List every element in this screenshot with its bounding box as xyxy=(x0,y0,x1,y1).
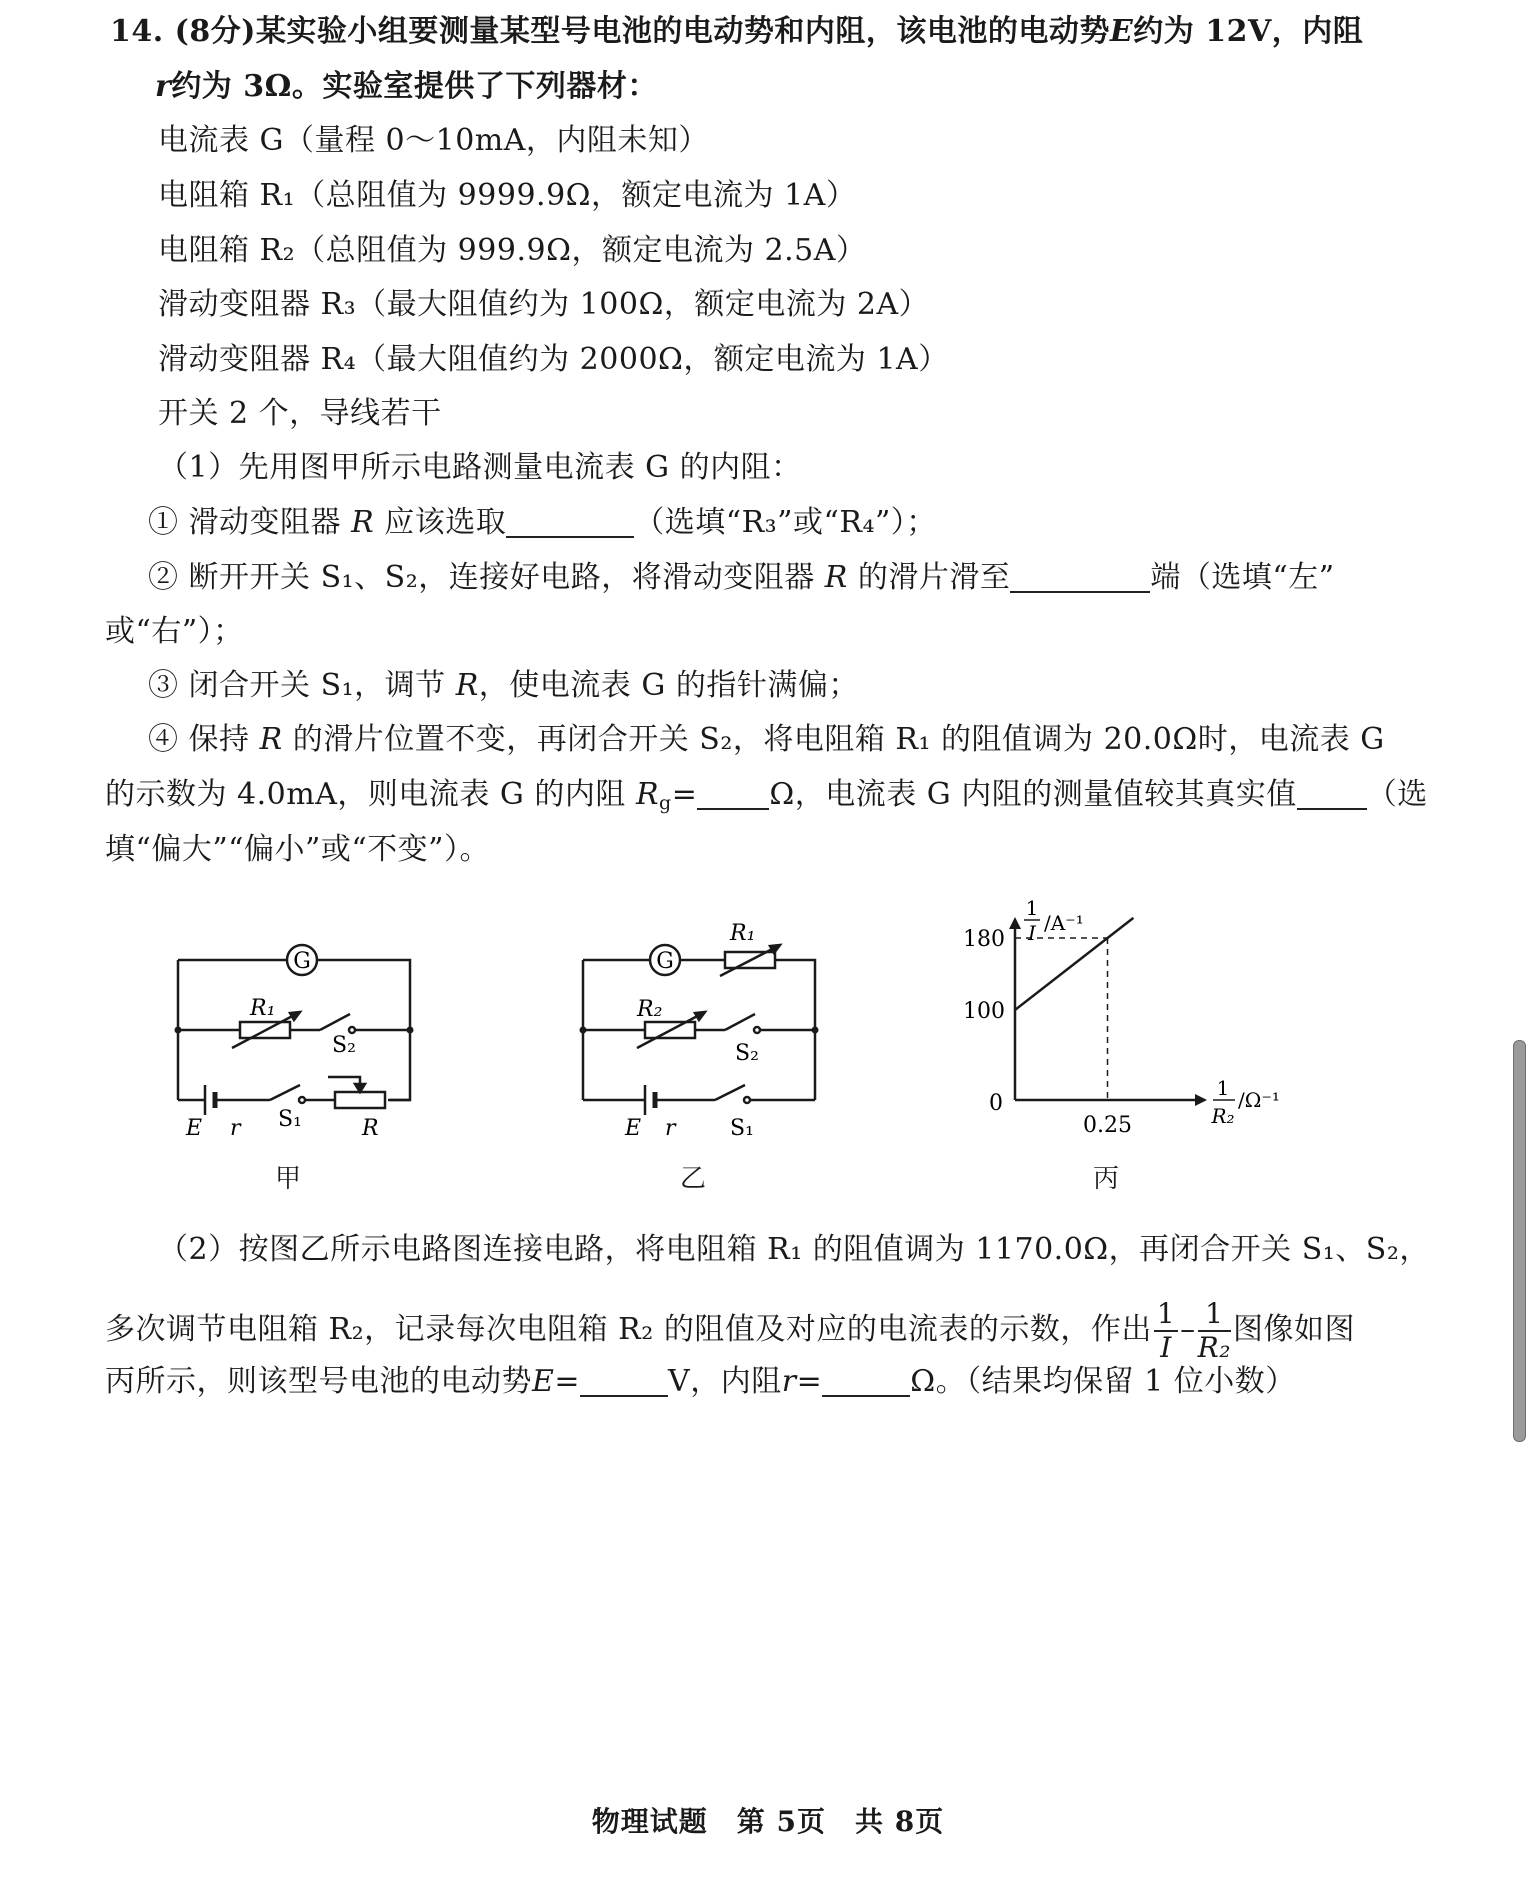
y-label-den: I xyxy=(1028,921,1036,945)
part1-step4: ④ 保持 R 的滑片位置不变，再闭合开关 S₂，将电阻箱 R₁ 的阻值调为 20.0Ω时，电流表 G xyxy=(148,722,1385,757)
page-footer: 物理试题 第 5页 共 8页 xyxy=(591,1805,945,1838)
circuit-figure-jia xyxy=(160,930,430,1150)
figure-caption-yi: 乙 xyxy=(680,1164,707,1194)
part2-line3: 丙所示，则该型号电池的电动势E= V，内阻r= Ω。（结果均保留 1 位小数） xyxy=(105,1364,1296,1399)
question-intro-text: 某实验小组要测量某型号电池的电动势和内阻，该电池的电动势 xyxy=(255,14,1110,49)
label-r: r xyxy=(230,1116,241,1141)
answer-blank[interactable] xyxy=(1010,561,1150,593)
part1-title: （1）先用图甲所示电路测量电流表 G 的内阻： xyxy=(158,450,802,485)
equipment-item: 电流表 G（量程 0～10mA，内阻未知） xyxy=(158,123,709,158)
part2-line1: （2）按图乙所示电路图连接电路，将电阻箱 R₁ 的阻值调为 1170.0Ω，再闭合开关 S₁、S₂， xyxy=(158,1232,1430,1267)
label-R1: R₁ xyxy=(730,921,756,946)
answer-blank[interactable] xyxy=(580,1365,668,1397)
question-intro-line1 xyxy=(110,12,1363,52)
label-R2: R₂ xyxy=(637,997,663,1022)
label-R1: R₁ xyxy=(250,996,276,1021)
equipment-item: 滑动变阻器 R₃（最大阻值约为 100Ω，额定电流为 2A） xyxy=(158,287,930,322)
vertical-scrollbar[interactable] xyxy=(1513,1040,1526,1442)
figure-caption-bing: 丙 xyxy=(1093,1164,1120,1194)
x-label-unit: /Ω⁻¹ xyxy=(1238,1088,1280,1112)
question-intro-text2: 约为 12V，内阻 xyxy=(1133,14,1364,49)
y-axis-arrow xyxy=(1009,917,1021,929)
label-S2: S₂ xyxy=(735,1041,759,1066)
x-tick-label: 0.25 xyxy=(1083,1113,1132,1138)
y-tick-label: 100 xyxy=(963,999,1005,1024)
answer-blank[interactable] xyxy=(697,778,769,810)
graph-figure-bing xyxy=(955,895,1295,1150)
answer-blank[interactable] xyxy=(822,1365,910,1397)
question-score: (8分) xyxy=(174,14,256,49)
figure-caption-jia: 甲 xyxy=(275,1164,302,1194)
fraction-1-over-R2: $\frac{1}{\text{R₂}}$ xyxy=(1197,1297,1231,1364)
y-label-num: 1 xyxy=(1025,896,1039,920)
part1-step4-cont: 的示数为 4.0mA，则电流表 G 的内阻 $R_g= \Omega$，电流表 G 内阻的测量值较其真实值 （选 xyxy=(105,777,1428,814)
part1-step3: ③ 闭合开关 S₁，调节 R，使电流表 G 的指针满偏； xyxy=(148,668,859,703)
question-intro-line2 xyxy=(155,67,658,107)
label-E: E xyxy=(186,1116,203,1141)
part1-step1: ① 滑动变阻器 R 应该选取 （选填“R₃”或“R₄”）； xyxy=(148,505,937,540)
answer-blank[interactable] xyxy=(1297,778,1367,810)
answer-blank[interactable] xyxy=(506,506,634,538)
equipment-item: 电阻箱 R₂（总阻值为 999.9Ω，额定电流为 2.5A） xyxy=(158,233,867,268)
part1-step2-cont: 或“右”）； xyxy=(105,614,244,649)
part2-line2: 多次调节电阻箱 R₂，记录每次电阻箱 R₂ 的阻值及对应的电流表的示数，作出 $\frac{1}{I}$ – $\frac{1}{\text{R₂}}$ 图像如图 xyxy=(105,1297,1355,1364)
question-intro-text3: 约为 3Ω。实验室提供了下列器材： xyxy=(171,69,658,104)
label-R: R xyxy=(362,1116,379,1141)
origin-label: 0 xyxy=(989,1091,1003,1116)
label-S1: S₁ xyxy=(730,1116,754,1141)
galvanometer-label: G xyxy=(293,949,311,974)
label-S2: S₂ xyxy=(332,1033,356,1058)
equipment-item: 电阻箱 R₁（总阻值为 9999.9Ω，额定电流为 1A） xyxy=(158,178,857,213)
label-S1: S₁ xyxy=(278,1107,302,1132)
circuit-figure-yi xyxy=(565,920,845,1150)
var-E: E xyxy=(1109,14,1134,49)
var-r: r xyxy=(155,69,172,104)
y-tick-label: 180 xyxy=(963,927,1005,952)
galvanometer-label: G xyxy=(656,949,674,974)
question-number: 14. xyxy=(110,14,164,49)
fraction-1-over-I: $\frac{1}{I}$ xyxy=(1154,1298,1178,1364)
part1-step2: ② 断开开关 S₁、S₂，连接好电路，将滑动变阻器 R 的滑片滑至 端（选填“左” xyxy=(148,560,1335,595)
x-label-den: R₂ xyxy=(1211,1104,1235,1128)
y-label-unit: /A⁻¹ xyxy=(1044,911,1084,935)
label-r: r xyxy=(665,1116,676,1141)
equipment-item: 滑动变阻器 R₄（最大阻值约为 2000Ω，额定电流为 1A） xyxy=(158,342,949,377)
part1-step4-end: 填“偏大”“偏小”或“不变”）。 xyxy=(105,832,491,867)
label-E: E xyxy=(625,1116,642,1141)
equipment-item: 开关 2 个，导线若干 xyxy=(158,396,442,431)
x-axis-arrow xyxy=(1195,1094,1207,1106)
x-label-num: 1 xyxy=(1216,1076,1230,1100)
